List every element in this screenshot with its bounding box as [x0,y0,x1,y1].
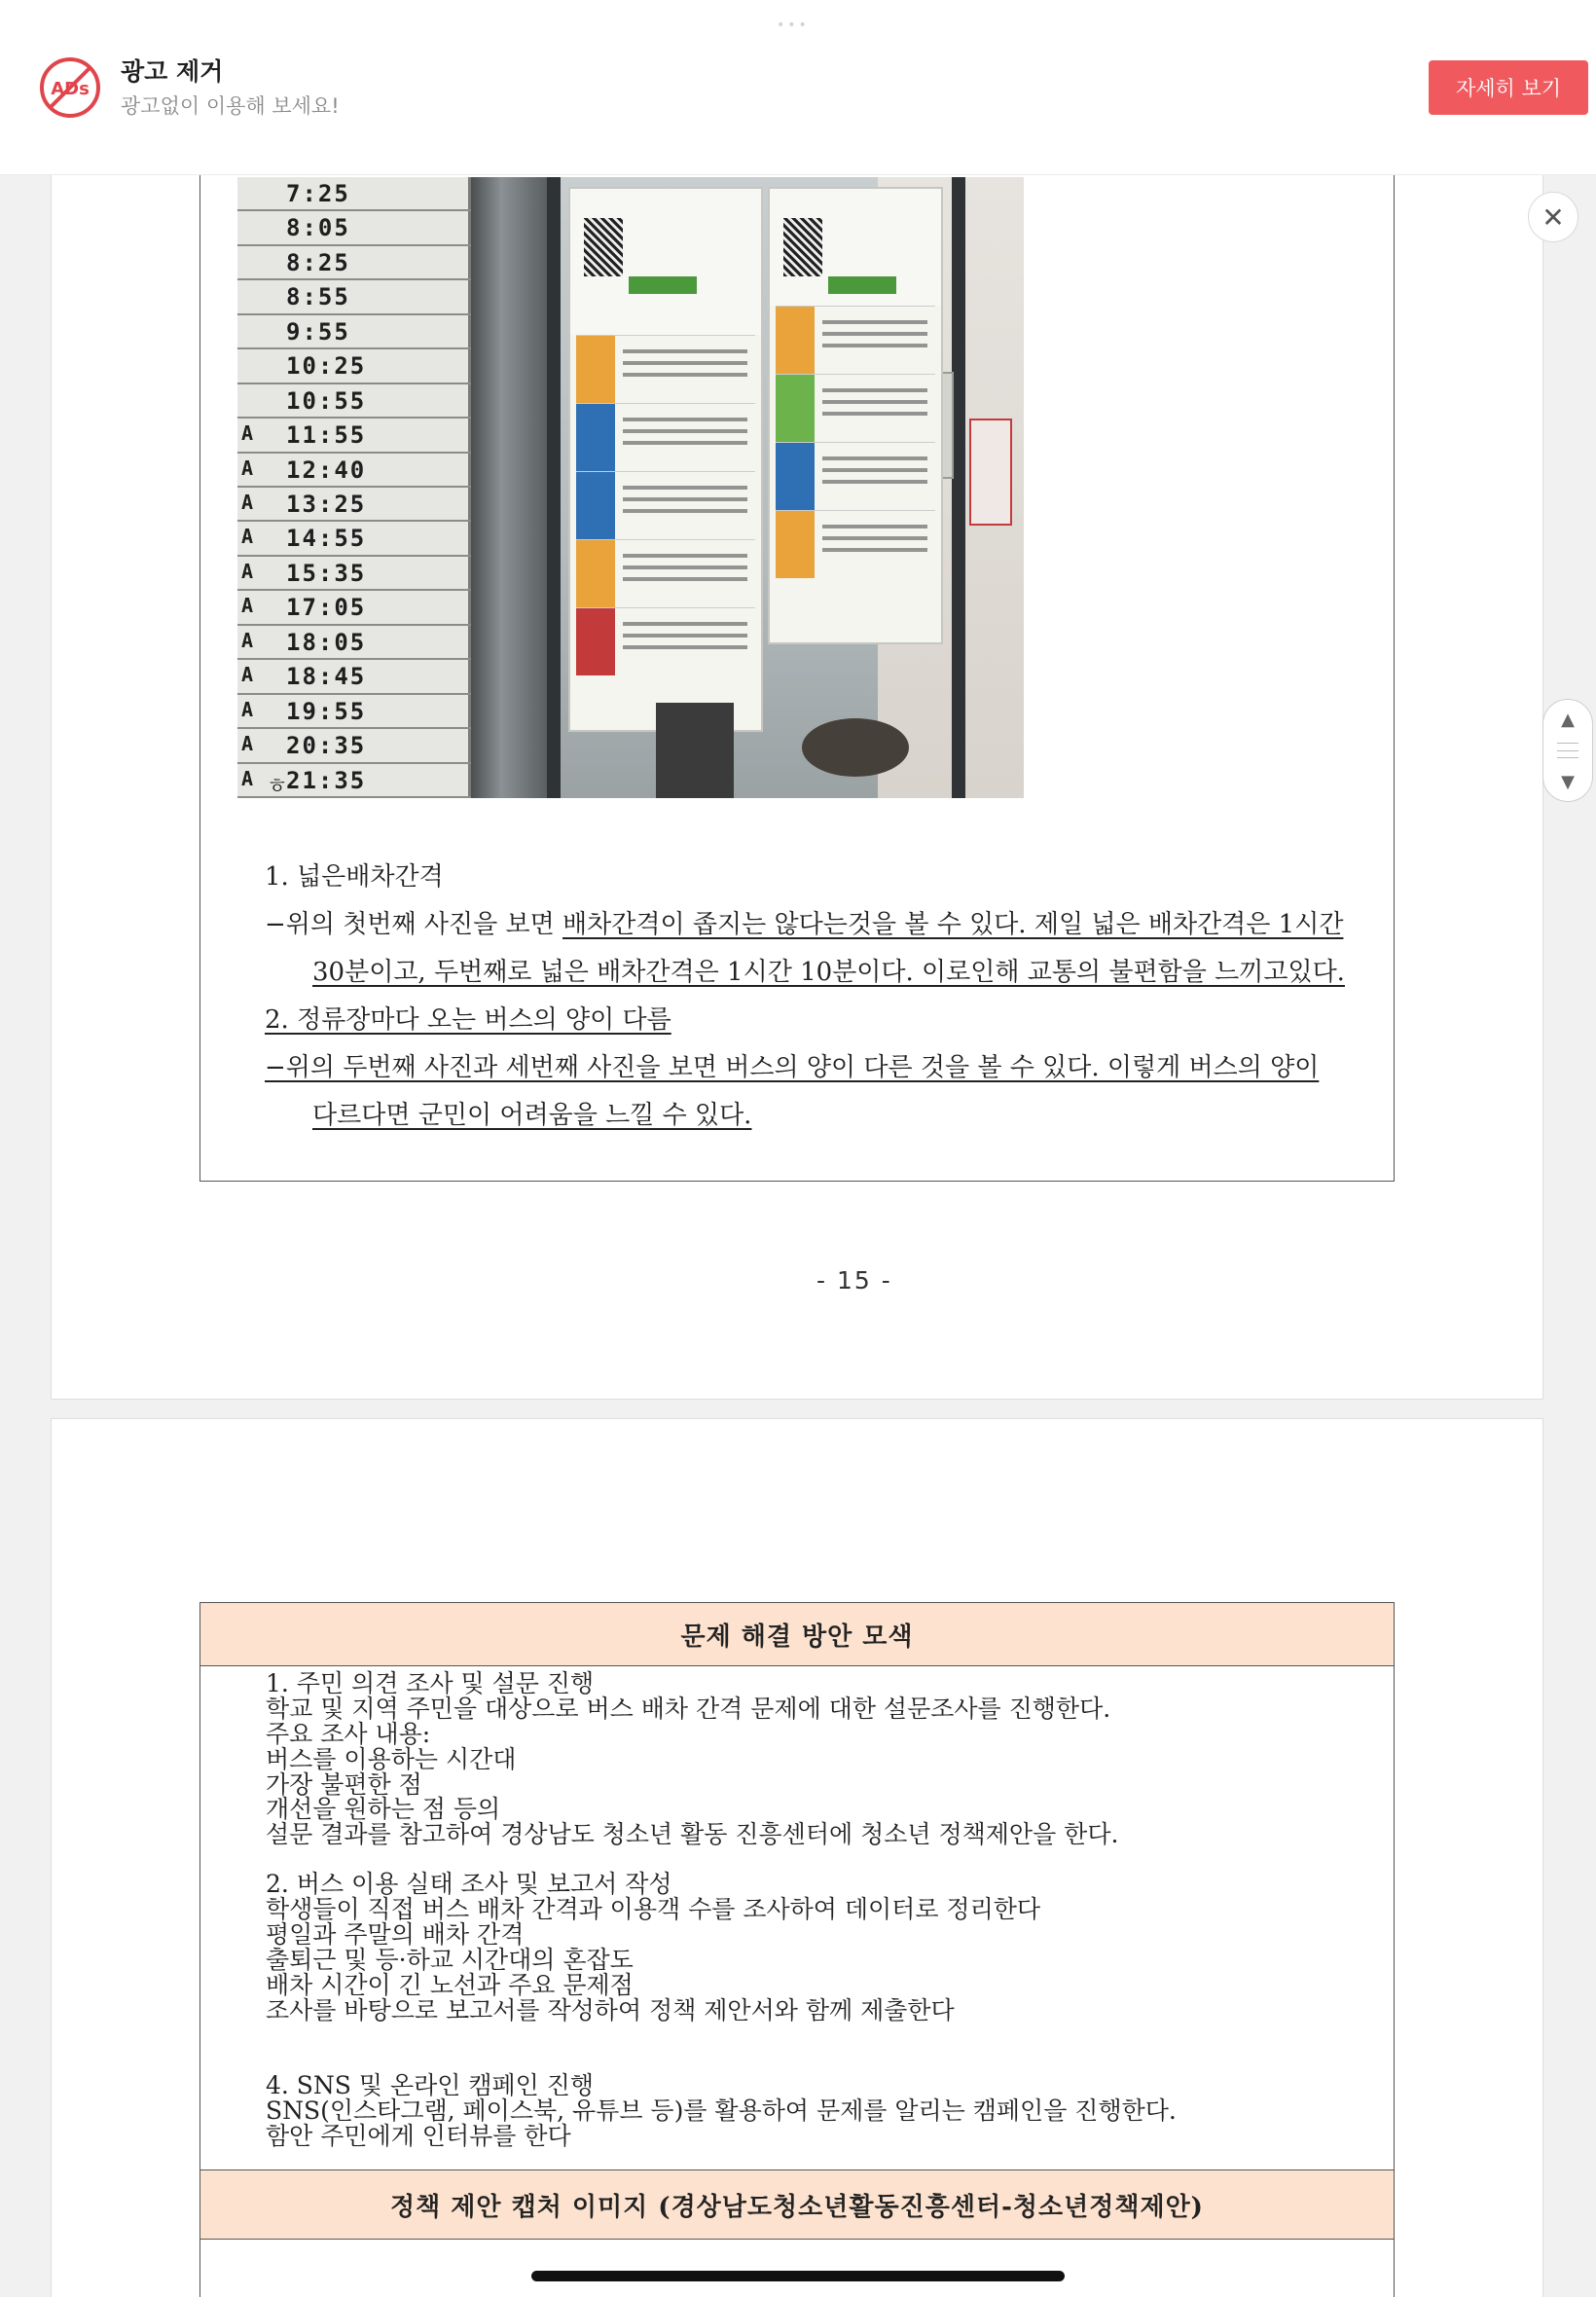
timetable-time-text: 14:55 [286,525,367,553]
timetable-time [237,384,471,419]
timetable-time-text: 7:25 [286,180,350,207]
no-ads-icon [39,56,101,119]
item1-title: 1. 넓은배차간격 [265,862,444,892]
capture-table-body [200,2240,1395,2297]
timetable-time-text: 17:05 [286,594,367,622]
shelter-frame-right [952,177,965,798]
timetable-mark: A [241,456,254,480]
timetable-mark: A [241,628,254,652]
timetable-mark: A [241,663,254,687]
timetable-time-text: 11:55 [286,421,367,450]
item1-line1 [265,912,1433,937]
home-indicator[interactable] [531,2271,1065,2281]
timetable-time [237,177,471,211]
timetable-mark: A [241,697,254,721]
timetable-time-text: 10:25 [286,352,367,381]
s2-line: 배차 시간이 긴 노선과 주요 문제점 [266,1971,634,1999]
timetable-mark: A [241,421,254,446]
close-ad-button[interactable] [1528,192,1578,242]
bus-timetable-photo [237,177,1024,798]
timetable-time-text: 18:05 [286,628,367,656]
timetable-time-text: 10:55 [286,386,367,415]
document-page-15 [51,146,1543,1400]
timetable-time [237,419,471,453]
s1-line: 개선을 원하는 점 등의 [266,1795,501,1823]
timetable-time-text: 21:35 [286,766,367,794]
solution-table-header: 문제 해결 방안 모색 [200,1602,1395,1666]
timetable-time [237,522,471,556]
timetable-poster-right [768,187,943,644]
timetable-time [237,211,471,245]
timetable-time [237,557,471,591]
s1-line: 가장 불편한 점 [266,1770,422,1799]
s2-line: 학생들이 직접 버스 배차 간격과 이용객 수를 조사하여 데이터로 정리한다 [266,1895,1041,1923]
timetable-mark: A [241,766,254,790]
item2-title: 2. 정류장마다 오는 버스의 양이 다름 [265,1005,671,1035]
ad-title: 광고 제거 [121,57,224,86]
s1-line: 학교 및 지역 주민을 대상으로 버스 배차 간격 문제에 대한 설문조사를 진행한다. [266,1695,1111,1723]
timetable-time-text: 20:35 [286,732,367,760]
timetable-time [237,488,471,522]
timetable-time-text: 8:05 [286,214,350,242]
scroll-grip-icon[interactable] [1557,743,1578,758]
page-scroll-control[interactable] [1542,699,1593,802]
ad-details-button[interactable]: 자세히 보기 [1429,60,1588,115]
page-number: - 15 - [816,1266,892,1294]
timetable-time [237,454,471,488]
timetable-time [237,315,471,349]
scroll-up-icon[interactable]: ▲ [1561,709,1575,730]
manhole-image [802,718,909,777]
no-ads-icon-label: ADs [51,79,90,99]
stray-character: ㅎ [267,775,288,799]
timetable-mark: A [241,559,254,583]
ad-banner [0,0,1596,175]
timetable-mark: A [241,594,254,618]
s1-line: 1. 주민 의견 조사 및 설문 진행 [266,1669,595,1697]
item2-line2: 다르다면 군민이 어려움을 느낄 수 있다. [312,1101,752,1130]
timetable-time [237,660,471,694]
pole-image [471,177,547,798]
timetable-time-text: 12:40 [286,456,367,484]
timetable-time [237,280,471,314]
timetable-time-text: 9:55 [286,317,350,346]
scroll-down-icon[interactable]: ▼ [1561,771,1575,792]
drag-handle: ••• [777,18,810,33]
timetable-time-text: 8:55 [286,283,350,311]
s4-line: 함안 주민에게 인터뷰를 한다 [266,2122,571,2150]
s4-line: 4. SNS 및 온라인 캠페인 진행 [266,2071,595,2099]
timetable-time [237,729,471,763]
timetable-time-text: 18:45 [286,663,367,691]
timetable-mark: A [241,732,254,756]
s2-line: 평일과 주말의 배차 간격 [266,1920,525,1949]
timetable-strip [237,177,471,798]
timetable-poster-left [568,187,763,732]
timetable-time-text: 19:55 [286,697,367,725]
timetable-mark: A [241,525,254,549]
ad-subtitle: 광고없이 이용해 보세요! [121,94,340,118]
timetable-time-text: 13:25 [286,491,367,518]
s2-line: 출퇴근 및 등·하교 시간대의 혼잡도 [266,1946,634,1974]
item1-line2: 30분이고, 두번째로 넓은 배차간격은 1시간 10분이다. 이로인해 교통의 불편함을 느끼고있다. [312,958,1345,987]
timetable-mark: A [241,491,254,514]
no-smoking-sign-image [969,419,1012,526]
timetable-time-text: 8:25 [286,248,350,276]
s1-line: 버스를 이용하는 시간대 [266,1745,517,1773]
pole-base-image [656,703,734,798]
close-icon: ✕ [1542,201,1565,234]
timetable-time [237,695,471,729]
timetable-time-text: 15:35 [286,559,367,587]
s4-line: SNS(인스타그램, 페이스북, 유튜브 등)를 활용하여 문제를 알리는 캠페인을 진행한다. [266,2096,1177,2125]
item1-line1-underlined: 배차간격이 좁지는 않다는것을 볼 수 있다. 제일 넓은 배차간격은 1시간 [562,910,1344,939]
item1-line1-lead: −위의 첫번째 사진을 보면 [265,910,563,939]
s2-line: 조사를 바탕으로 보고서를 작성하여 정책 제안서와 함께 제출한다 [266,1996,955,2024]
s1-line: 설문 결과를 참고하여 경상남도 청소년 활동 진흥센터에 청소년 정책제안을 한다. [266,1820,1119,1848]
s1-line: 주요 조사 내용: [266,1720,431,1748]
timetable-time [237,246,471,280]
item2-line1: −위의 두번째 사진과 세번째 사진을 보면 버스의 양이 다른 것을 볼 수 있다. 이렇게 버스의 양이 [265,1053,1320,1082]
timetable-time [237,591,471,625]
timetable-time [237,626,471,660]
capture-table-header: 정책 제안 캡처 이미지 (경상남도청소년활동진흥센터-청소년정책제안) [200,2169,1395,2240]
s2-line: 2. 버스 이용 실태 조사 및 보고서 작성 [266,1870,672,1898]
document-page-16 [51,1418,1543,2297]
timetable-time [237,349,471,383]
shelter-frame-left [547,177,561,798]
